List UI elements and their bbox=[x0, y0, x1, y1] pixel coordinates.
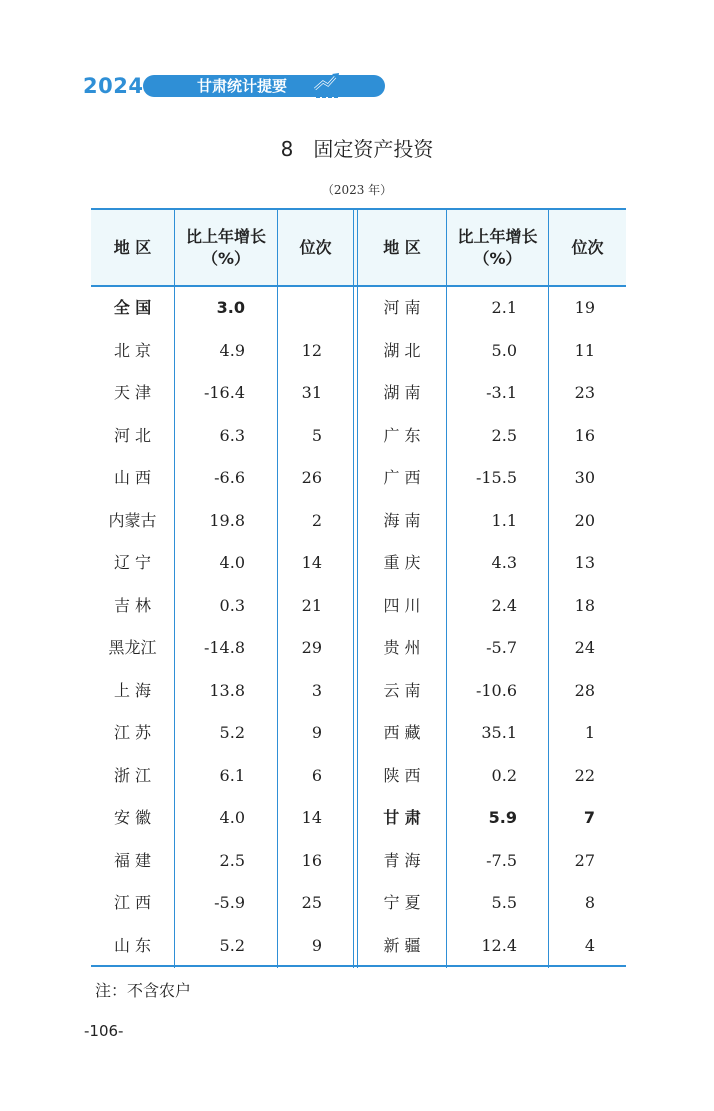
growth-cell: 5.2 bbox=[219, 723, 245, 742]
growth-cell: 4.3 bbox=[491, 553, 517, 572]
table-row bbox=[91, 755, 626, 797]
region-cell: 湖 北 bbox=[383, 340, 421, 360]
growth-cell: 4.9 bbox=[219, 340, 245, 360]
table-row bbox=[91, 500, 626, 542]
page-number: -106- bbox=[84, 1022, 124, 1040]
region-cell: 新 疆 bbox=[383, 935, 421, 955]
region-cell: 江 苏 bbox=[113, 723, 152, 742]
growth-cell: 13.8 bbox=[209, 680, 245, 700]
header-growth-unit: （%） bbox=[201, 248, 251, 268]
table-row bbox=[91, 670, 626, 712]
rank-cell: 8 bbox=[584, 893, 595, 912]
table-row bbox=[91, 415, 626, 457]
header-region-label: 地 区 bbox=[113, 237, 152, 257]
growth-cell: 4.0 bbox=[219, 553, 245, 572]
growth-cell: 5.9 bbox=[488, 808, 517, 827]
region-cell: 贵 州 bbox=[383, 638, 421, 657]
book-title-badge bbox=[143, 75, 385, 97]
rank-cell: 1 bbox=[584, 723, 595, 742]
growth-cell: -10.6 bbox=[475, 680, 517, 700]
region-cell: 河 南 bbox=[383, 298, 421, 317]
table-row bbox=[91, 585, 626, 627]
region-cell: 陕 西 bbox=[383, 765, 421, 785]
region-cell: 宁 夏 bbox=[383, 893, 421, 912]
header-region-label: 地 区 bbox=[383, 237, 421, 257]
growth-cell: 2.5 bbox=[491, 425, 517, 445]
growth-cell: 2.1 bbox=[491, 298, 517, 317]
header-rank-left bbox=[278, 210, 353, 285]
region-cell: 四 川 bbox=[383, 595, 421, 615]
rank-cell: 13 bbox=[574, 553, 595, 572]
growth-cell: 0.2 bbox=[491, 765, 517, 785]
growth-cell: -5.7 bbox=[486, 638, 517, 657]
table-row bbox=[91, 372, 626, 414]
region-cell: 北 京 bbox=[113, 340, 152, 360]
header-growth-unit: （%） bbox=[473, 248, 522, 268]
page-title: 8 固定资产投资 bbox=[280, 137, 434, 161]
rank-cell: 23 bbox=[574, 383, 595, 402]
region-cell: 重 庆 bbox=[383, 553, 421, 572]
region-cell: 山 东 bbox=[113, 935, 152, 955]
table-row bbox=[91, 542, 626, 584]
rank-cell: 2 bbox=[311, 510, 322, 530]
rank-cell: 19 bbox=[574, 298, 595, 317]
growth-cell: -7.5 bbox=[486, 850, 517, 870]
growth-cell: 4.0 bbox=[219, 808, 245, 827]
region-cell: 广 东 bbox=[383, 425, 421, 445]
growth-cell: -5.9 bbox=[214, 893, 245, 912]
rank-cell: 9 bbox=[311, 935, 322, 955]
table-row bbox=[91, 797, 626, 839]
table-row bbox=[91, 882, 626, 924]
book-header bbox=[83, 72, 353, 102]
rank-cell: 16 bbox=[301, 850, 322, 870]
region-cell: 青 海 bbox=[383, 850, 421, 870]
growth-cell: 5.2 bbox=[219, 935, 245, 955]
region-cell: 山 西 bbox=[113, 468, 152, 487]
book-title: 甘肃统计提要 bbox=[196, 77, 287, 95]
rank-cell: 4 bbox=[584, 935, 595, 955]
rank-cell: 20 bbox=[574, 510, 595, 530]
region-cell: 安 徽 bbox=[113, 808, 152, 827]
rank-cell: 5 bbox=[311, 425, 322, 445]
region-cell: 江 西 bbox=[113, 893, 152, 912]
growth-cell: 0.3 bbox=[219, 595, 245, 615]
region-cell: 辽 宁 bbox=[113, 553, 152, 572]
rank-cell: 18 bbox=[574, 595, 595, 615]
growth-cell: 12.4 bbox=[481, 935, 517, 955]
header-rank-label: 位次 bbox=[571, 237, 604, 257]
table-row bbox=[91, 330, 626, 372]
region-cell: 广 西 bbox=[383, 468, 421, 487]
header-region-right bbox=[358, 210, 446, 285]
growth-cell: 5.5 bbox=[491, 893, 517, 912]
header-rank-label: 位次 bbox=[299, 237, 332, 257]
growth-cell: 1.1 bbox=[491, 510, 517, 530]
rank-cell: 14 bbox=[301, 808, 322, 827]
rank-cell: 22 bbox=[574, 765, 595, 785]
region-cell: 内蒙古 bbox=[108, 510, 157, 530]
growth-cell: 6.1 bbox=[219, 765, 245, 785]
rank-cell: 3 bbox=[311, 680, 322, 700]
region-cell: 浙 江 bbox=[113, 765, 152, 785]
rank-cell: 28 bbox=[574, 680, 595, 700]
growth-cell: 2.5 bbox=[219, 850, 245, 870]
region-cell: 上 海 bbox=[113, 680, 152, 700]
rank-cell: 26 bbox=[301, 468, 322, 487]
rank-cell: 24 bbox=[574, 638, 595, 657]
growth-cell: 35.1 bbox=[481, 723, 517, 742]
rank-cell: 6 bbox=[311, 765, 322, 785]
region-cell: 黑龙江 bbox=[108, 638, 157, 657]
rank-cell: 30 bbox=[574, 468, 595, 487]
growth-cell: -15.5 bbox=[475, 468, 517, 487]
rank-cell: 29 bbox=[301, 638, 322, 657]
region-cell: 吉 林 bbox=[113, 595, 152, 615]
rank-cell: 25 bbox=[301, 893, 322, 912]
growth-cell: 2.4 bbox=[491, 595, 517, 615]
growth-cell: 3.0 bbox=[216, 298, 245, 317]
trending-up-icon bbox=[314, 72, 340, 100]
table-row bbox=[91, 287, 626, 329]
header-growth-label: 比上年增长 bbox=[457, 226, 538, 246]
table-row bbox=[91, 712, 626, 754]
rank-cell: 27 bbox=[574, 850, 595, 870]
region-cell: 天 津 bbox=[113, 383, 152, 402]
rank-cell: 11 bbox=[574, 340, 595, 360]
table-row bbox=[91, 457, 626, 499]
rank-cell: 7 bbox=[583, 808, 595, 827]
growth-cell: -3.1 bbox=[486, 383, 517, 402]
table-row bbox=[91, 925, 626, 967]
rank-cell: 12 bbox=[301, 340, 322, 360]
growth-cell: 5.0 bbox=[491, 340, 517, 360]
region-cell: 海 南 bbox=[383, 510, 421, 530]
header-rank-right bbox=[549, 210, 626, 285]
rank-cell: 31 bbox=[301, 383, 322, 402]
rank-cell bbox=[278, 287, 322, 329]
region-cell: 福 建 bbox=[113, 850, 152, 870]
region-cell: 全 国 bbox=[113, 298, 152, 317]
region-cell: 河 北 bbox=[113, 425, 152, 445]
header-growth-left bbox=[175, 210, 277, 285]
growth-cell: 6.3 bbox=[219, 425, 245, 445]
table-row bbox=[91, 627, 626, 669]
rank-cell: 16 bbox=[574, 425, 595, 445]
region-cell: 云 南 bbox=[383, 680, 421, 700]
region-cell: 甘 肃 bbox=[383, 808, 421, 827]
growth-cell: -16.4 bbox=[203, 383, 245, 402]
growth-cell: -14.8 bbox=[203, 638, 245, 657]
header-growth-right bbox=[447, 210, 548, 285]
growth-cell: 19.8 bbox=[209, 510, 245, 530]
table-note: 注：不含农户 bbox=[95, 981, 192, 1000]
table-row bbox=[91, 840, 626, 882]
region-cell: 西 藏 bbox=[383, 723, 421, 742]
header-growth-label: 比上年增长 bbox=[185, 226, 266, 246]
rank-cell: 21 bbox=[301, 595, 322, 615]
rank-cell: 14 bbox=[301, 553, 322, 572]
page-subtitle: （2023 年） bbox=[321, 183, 393, 197]
header-year: 2024 bbox=[83, 74, 144, 98]
header-region-left bbox=[91, 210, 174, 285]
growth-cell: -6.6 bbox=[214, 468, 245, 487]
rank-cell: 9 bbox=[311, 723, 322, 742]
region-cell: 湖 南 bbox=[383, 383, 421, 402]
